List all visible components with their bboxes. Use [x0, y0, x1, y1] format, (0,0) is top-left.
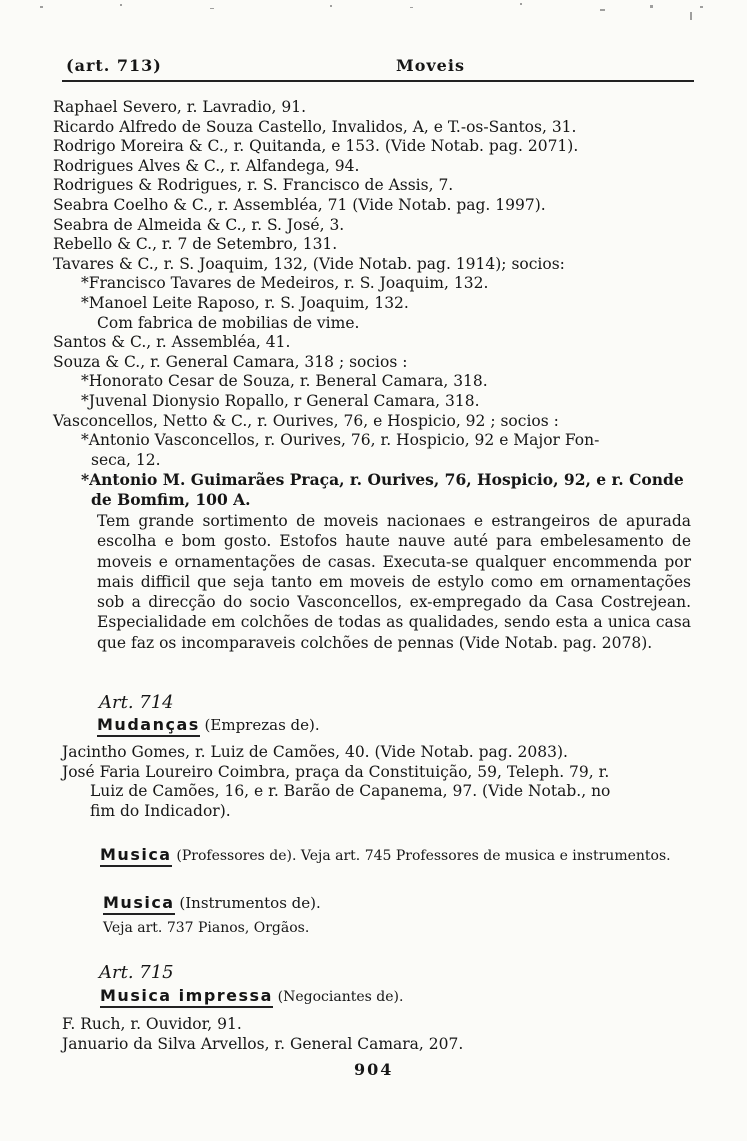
art-715-heading [100, 986, 403, 1005]
entry-line: F. Ruch, r. Ouvidor, 91. [62, 1015, 242, 1033]
art-714-label: Art. 714 [99, 692, 174, 713]
art-715-label: Art. 715 [99, 962, 174, 983]
entry-line: Raphael Severo, r. Lavradio, 91. [53, 98, 307, 116]
musica-instrumentos-heading [103, 893, 321, 912]
header-title: Moveis [396, 56, 465, 75]
section-subtitle: (Emprezas de). [204, 716, 320, 734]
section-title: Musica [103, 893, 175, 915]
section-subtitle: (Instrumentos de). [179, 894, 321, 912]
entry-line: Ricardo Alfredo de Souza Castello, Invalidos, A, e T.-os-Santos, 31. [53, 117, 577, 136]
running-header [66, 56, 692, 80]
entry-line: Rebello & C., r. 7 de Setembro, 131. [53, 235, 338, 254]
entry-line: Januario da Silva Arvellos, r. General Camara, 207. [62, 1034, 464, 1053]
entries-top [53, 98, 684, 509]
entry-line: Jacintho Gomes, r. Luiz de Camões, 40. (Vide Notab. pag. 2083). [62, 743, 568, 761]
entry-line-cont: fim do Indicador). [90, 801, 231, 820]
section-title: Musica impressa [100, 986, 273, 1008]
entry-line: Souza & C., r. General Camara, 318 ; socios : [53, 352, 408, 371]
art-715-entries [62, 1015, 463, 1054]
socio-line: *Manoel Leite Raposo, r. S. Joaquim, 132. [81, 293, 409, 312]
socio-line: *Honorato Cesar de Souza, r. Beneral Camara, 318. [81, 372, 488, 391]
page-number: 904 [354, 1060, 394, 1079]
note-line: Com fabrica de mobilias de vime. [97, 313, 360, 332]
entry-line: Vasconcellos, Netto & C., r. Ourives, 76, e Hospicio, 92 ; socios : [53, 411, 559, 430]
section-subtitle: (Negociantes de). [277, 989, 404, 1005]
vasconcellos-description: Tem grande sortimento de moveis nacionaes e estrangeiros de apurada escolha e bom gosto. Estofos haute nauve auté para embelesamento de moveis e ornamentações de casas. Executa-se qualquer encommenda por mais difficil que seja tanto em moveis de estylo como em ornamentações sob a direcção do socio Vasconcellos, ex-empregado da Casa Costrejean. Especialidade em colchões de todas as qualidades, sendo esta a unica casa que faz os incomparaveis colchões de pennas (Vide Notab. pag. 2078). [97, 512, 691, 652]
entry-line: José Faria Loureiro Coimbra, praça da Constituição, 59, Teleph. 79, r. [62, 762, 610, 781]
entry-line-cont: Luiz de Camões, 16, e r. Barão de Capanema, 97. (Vide Notab., no [90, 782, 611, 801]
musica-instrumentos-note: Veja art. 737 Pianos, Orgãos. [103, 920, 310, 936]
socio-line: *Francisco Tavares de Medeiros, r. S. Joaquim, 132. [81, 274, 489, 293]
section-title: Musica [100, 845, 172, 867]
entry-line: Tavares & C., r. S. Joaquim, 132, (Vide Notab. pag. 1914); socios: [53, 254, 565, 273]
entry-line: Rodrigo Moreira & C., r. Quitanda, e 153. (Vide Notab. pag. 2071). [53, 137, 579, 156]
socio-line: *Juvenal Dionysio Ropallo, r General Camara, 318. [81, 391, 480, 410]
entry-line: Seabra de Almeida & C., r. S. José, 3. [53, 215, 345, 234]
entry-line: Rodrigues & Rodrigues, r. S. Francisco de Assis, 7. [53, 176, 454, 195]
section-title: Mudanças [97, 715, 200, 737]
art-714-heading [97, 715, 320, 734]
entry-line: Rodrigues Alves & C., r. Alfandega, 94. [53, 156, 360, 175]
scan-noise-top [0, 0, 747, 30]
entry-line: Santos & C., r. Assembléa, 41. [53, 333, 291, 352]
socio-line: *Antonio M. Guimarães Praça, r. Ourives, 76, Hospicio, 92, e r. Conde [81, 470, 684, 490]
header-rule [62, 80, 694, 82]
section-subtitle: (Professores de). Veja art. 745 Professores de musica e instrumentos. [176, 848, 671, 864]
header-article: (art. 713) [66, 56, 162, 75]
socio-line-cont: de Bomfim, 100 A. [91, 489, 251, 509]
entry-line: Seabra Coelho & C., r. Assembléa, 71 (Vide Notab. pag. 1997). [53, 195, 546, 214]
socio-line-cont: seca, 12. [91, 450, 161, 469]
art-714-entries [62, 743, 610, 821]
musica-professores-heading [100, 845, 671, 864]
socio-line: *Antonio Vasconcellos, r. Ourives, 76, r. Hospicio, 92 e Major Fon- [81, 431, 600, 450]
